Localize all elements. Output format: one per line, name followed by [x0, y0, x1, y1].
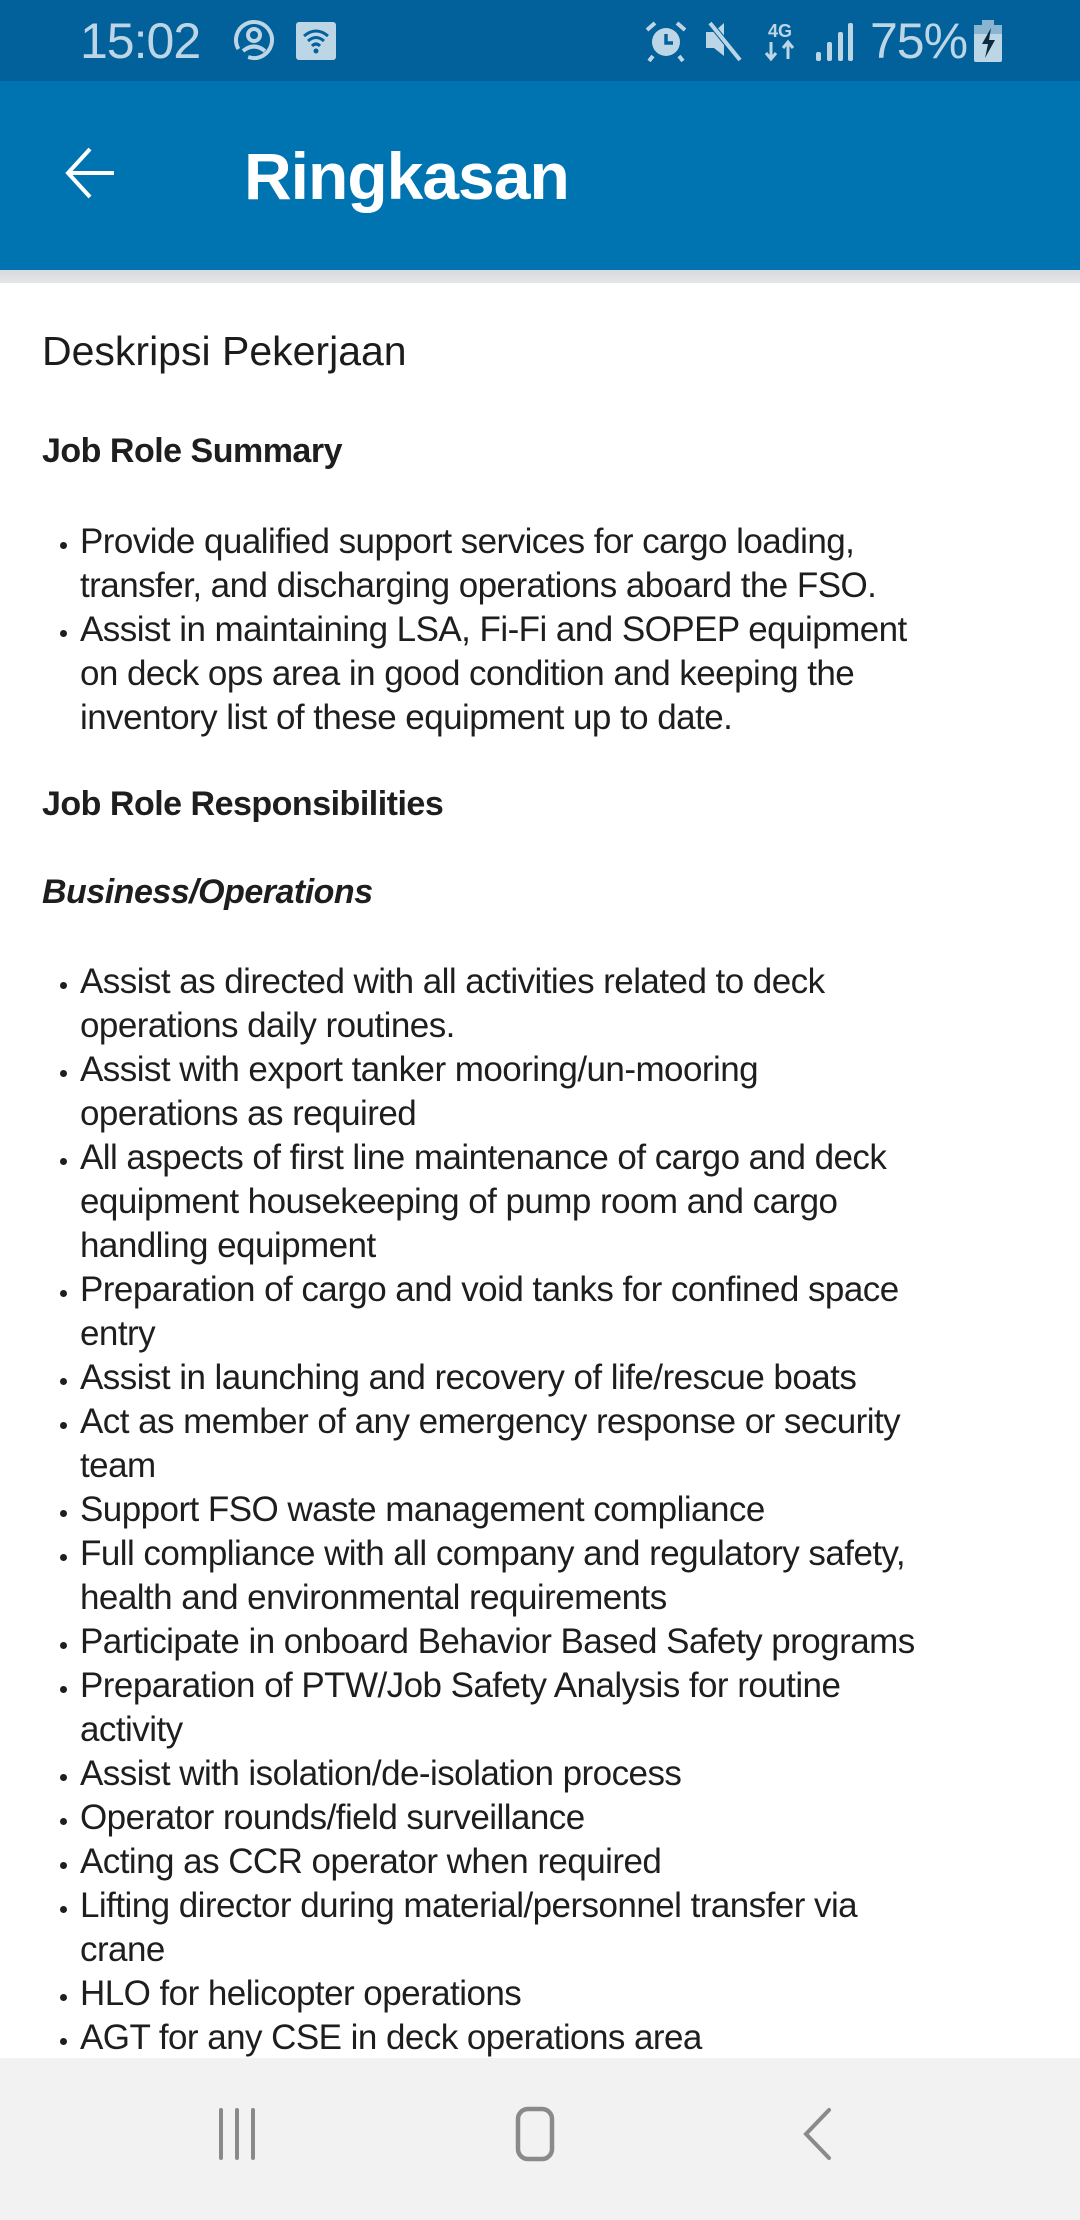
chevron-left-icon	[801, 2107, 833, 2166]
bullet-icon	[60, 2038, 67, 2045]
responsibilities-heading: Job Role Responsibilities	[42, 785, 444, 823]
list-item-text: Provide qualified support services for cargo loading,	[80, 522, 855, 561]
list-item-text: operations daily routines.	[80, 1006, 455, 1045]
list-item-text: on deck ops area in good condition and keeping the	[80, 654, 855, 693]
bullet-icon	[60, 1554, 67, 1561]
bullet-icon	[60, 1994, 67, 2001]
list-item-text: Assist in maintaining LSA, Fi-Fi and SOPEP equipment	[80, 610, 907, 649]
list-item-text: crane	[80, 1930, 165, 1969]
list-item-text: Act as member of any emergency response or security	[80, 1402, 901, 1441]
bullet-icon	[60, 1642, 67, 1649]
list-item-text: Participate in onboard Behavior Based Safety programs	[80, 1622, 915, 1661]
list-item-text: team	[80, 1446, 156, 1485]
bullet-icon	[60, 1818, 67, 1825]
list-item-text: transfer, and discharging operations aboard the FSO.	[80, 566, 877, 605]
bullet-icon	[60, 1686, 67, 1693]
bullet-icon	[60, 1906, 67, 1913]
list-item-text: handling equipment	[80, 1226, 376, 1265]
navigation-bar	[0, 2058, 1080, 2220]
list-item-text: HLO for helicopter operations	[80, 1974, 522, 2013]
bullet-icon	[60, 1070, 67, 1077]
list-item-text: AGT for any CSE in deck operations area	[80, 2018, 702, 2057]
bullet-icon	[60, 1290, 67, 1297]
system-back-button[interactable]	[762, 2098, 872, 2174]
bullet-icon	[60, 1510, 67, 1517]
job-description-content[interactable]	[0, 283, 1080, 2058]
list-item-text: Full compliance with all company and regulatory safety,	[80, 1534, 906, 1573]
battery-percentage: 75%	[870, 13, 968, 69]
page-title: Ringkasan	[244, 139, 569, 213]
4g-data-icon	[762, 20, 798, 67]
section-title: Deskripsi Pekerjaan	[42, 328, 407, 374]
list-item-text: equipment housekeeping of pump room and cargo	[80, 1182, 838, 1221]
list-item-text: entry	[80, 1314, 156, 1353]
list-item-text: Assist in launching and recovery of life/rescue boats	[80, 1358, 857, 1397]
list-item-text: Preparation of cargo and void tanks for confined space	[80, 1270, 899, 1309]
list-item-text: operations as required	[80, 1094, 417, 1133]
wifi-calling-icon	[296, 22, 336, 65]
account-circle-icon	[232, 18, 276, 67]
recent-apps-icon	[217, 2108, 257, 2165]
app-bar	[0, 81, 1080, 270]
battery-charging-icon	[974, 20, 1002, 67]
app-bar-divider	[0, 270, 1080, 283]
list-item-text: activity	[80, 1710, 183, 1749]
recent-apps-button[interactable]	[182, 2098, 292, 2174]
bullet-icon	[60, 1422, 67, 1429]
mute-icon	[704, 20, 744, 67]
list-item-text: Acting as CCR operator when required	[80, 1842, 662, 1881]
signal-icon	[814, 22, 854, 67]
list-item-text: Lifting director during material/personnel transfer via	[80, 1886, 858, 1925]
bullet-icon	[60, 1378, 67, 1385]
list-item-text: Assist as directed with all activities related to deck	[80, 962, 825, 1001]
list-item-text: All aspects of first line maintenance of cargo and deck	[80, 1138, 887, 1177]
status-time: 15:02	[80, 13, 201, 69]
summary-heading: Job Role Summary	[42, 432, 342, 470]
list-item-text: Assist with export tanker mooring/un-mooring	[80, 1050, 759, 1089]
bullet-icon	[60, 1158, 67, 1165]
bullet-icon	[60, 1862, 67, 1869]
business-operations-heading: Business/Operations	[42, 873, 373, 911]
list-item-text: Assist with isolation/de-isolation process	[80, 1754, 682, 1793]
home-icon	[515, 2106, 555, 2167]
bullet-icon	[60, 542, 67, 549]
list-item-text: Support FSO waste management compliance	[80, 1490, 765, 1529]
list-item-text: Operator rounds/field surveillance	[80, 1798, 585, 1837]
svg-text:4G: 4G	[767, 21, 793, 41]
status-bar	[0, 0, 1080, 81]
bullet-icon	[60, 630, 67, 637]
back-button[interactable]	[50, 137, 130, 213]
alarm-icon	[643, 20, 689, 67]
arrow-left-icon	[64, 145, 116, 206]
bullet-icon	[60, 1774, 67, 1781]
home-button[interactable]	[480, 2098, 590, 2174]
list-item-text: Preparation of PTW/Job Safety Analysis for routine	[80, 1666, 841, 1705]
bullet-icon	[60, 982, 67, 989]
list-item-text: health and environmental requirements	[80, 1578, 667, 1617]
list-item-text: inventory list of these equipment up to date.	[80, 698, 733, 737]
